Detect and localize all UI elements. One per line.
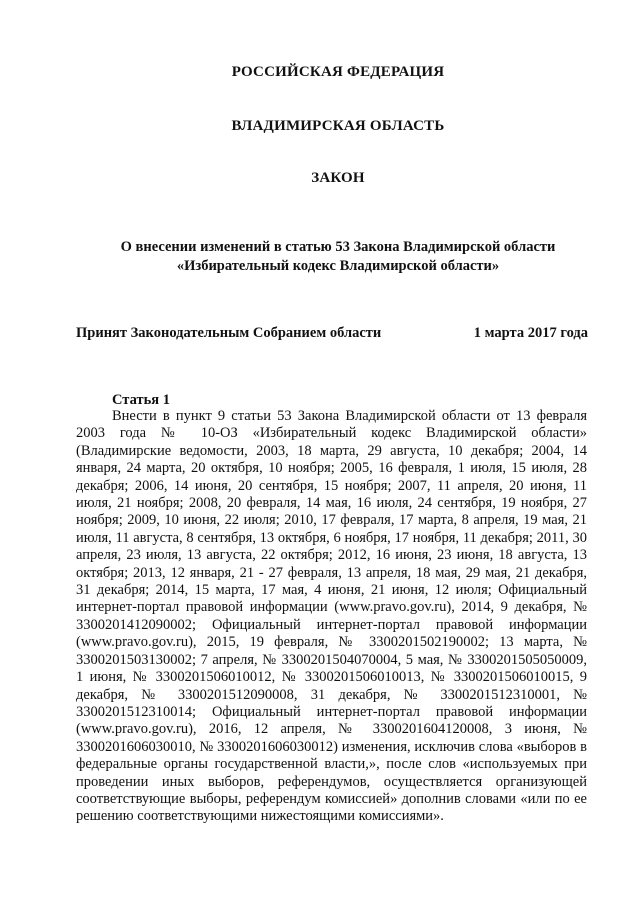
article-title: Статья 1: [112, 392, 170, 408]
article-body: [76, 408, 587, 826]
adoption-date: 1 марта 2017 года: [473, 325, 588, 341]
article-paragraph: Внести в пункт 9 статьи 53 Закона Владимирской области от 13 февраля 2003 года № 10-ОЗ «Избирательный кодекс Владимирской области» (Владимирские ведомости, 2003, 18 марта, 29 августа, 10 декабря; 2004, 14 января, 24 марта, 20 октября, 10 ноября; 2005, 16 февраля, 1 июля, 15 июля, 28 декабря; 2006, 14 июня, 20 сентября, 15 ноября; 2007, 11 апреля, 20 июня, 11 июля, 21 ноября; 2008, 20 февраля, 14 мая, 16 июля, 24 сентября, 19 ноября, 27 ноября; 2009, 10 июня, 22 июля; 2010, 17 февраля, 17 марта, 8 апреля, 19 мая, 21 июля, 11 августа, 8 сентября, 13 октября, 6 ноября, 17 ноября, 11 декабря; 2011, 30 апреля, 23 июля, 13 августа, 22 октября; 2012, 16 июня, 23 июня, 18 августа, 13 октября; 2013, 12 января, 21 - 27 февраля, 13 апреля, 18 мая, 29 мая, 21 декабря, 31 декабря; 2014, 15 марта, 17 мая, 4 июня, 21 июня, 12 июля; Официальный интернет-портал правовой информации (www.pravo.gov.ru), 2014, 9 декабря, № 3300201412090002; Официальный интернет-портал правовой информации (www.pravo.gov.ru), 2015, 19 февраля, № 3300201502190002; 13 марта, № 3300201503130002; 7 апреля, № 3300201504070004, 5 мая, № 3300201505050009, 1 июня, № 3300201506010012, № 3300201506010013, № 3300201506010015, 9 декабря, № 3300201512090008, 31 декабря, № 3300201512310001, № 3300201512310014; Официальный интернет-портал правовой информации (www.pravo.gov.ru), 2016, 12 апреля, № 3300201604120008, 3 июня, № 3300201606030010, № 3300201606030012) изменения, исключив слова «выборов в федеральные органы государственной власти,», после слов «используемых при проведении иных выборов, референдумов, осуществляется организующей соответствующие выборы, референдум комиссией» дополнив словами «или по ее решению соответствующими нижестоящими комиссиями».: [76, 408, 587, 825]
country-heading: РОССИЙСКАЯ ФЕДЕРАЦИЯ: [231, 64, 445, 80]
document-type-heading: ЗАКОН: [311, 170, 365, 186]
law-subject-line-2: «Избирательный кодекс Владимирской области»: [176, 258, 500, 274]
law-subject-line-1: О внесении изменений в статью 53 Закона Владимирской области: [120, 239, 556, 255]
adopting-body: Принят Законодательным Собранием области: [76, 325, 382, 341]
region-heading: ВЛАДИМИРСКАЯ ОБЛАСТЬ: [231, 118, 445, 134]
adoption-line: [76, 325, 588, 342]
